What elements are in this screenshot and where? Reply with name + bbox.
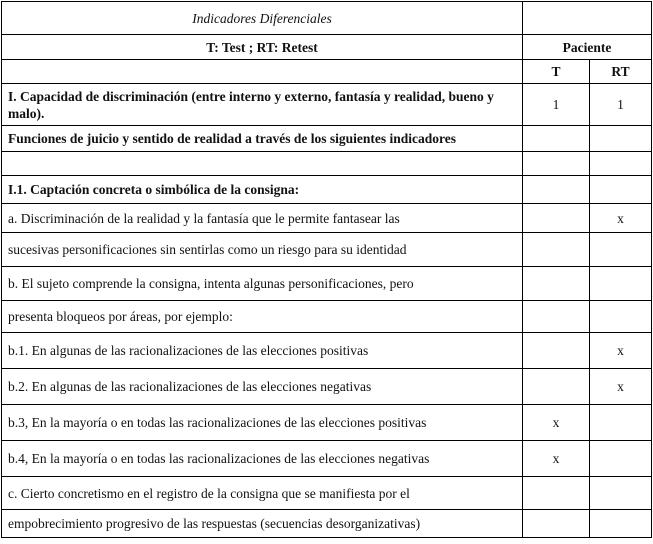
row-rt-value: [590, 510, 652, 538]
row-t-value: x: [523, 405, 590, 441]
row-t-value: [523, 301, 590, 333]
row-t-value: 1: [523, 84, 590, 126]
row-rt-value: [590, 152, 652, 176]
row-t-value: [523, 267, 590, 301]
table-row: [2, 176, 652, 204]
row-rt-value: [590, 233, 652, 267]
row-rt-value: x: [590, 204, 652, 233]
indicators-table: [1, 1, 652, 538]
table-row: [2, 152, 652, 176]
row-text: a. Discriminación de la realidad y la fantasía que le permite fantasear las: [2, 204, 523, 233]
legend-row: [2, 35, 652, 60]
row-rt-value: [590, 267, 652, 301]
table-row: [2, 405, 652, 441]
col-t-header: T: [523, 60, 590, 84]
row-rt-value: [590, 477, 652, 510]
row-rt-value: x: [590, 333, 652, 369]
row-rt-value: [590, 176, 652, 204]
table-row: [2, 301, 652, 333]
row-t-value: [523, 233, 590, 267]
col-rt-header: RT: [590, 60, 652, 84]
row-rt-value: [590, 441, 652, 477]
row-text: b.3, En la mayoría o en todas las racionalizaciones de las elecciones positivas: [2, 405, 523, 441]
row-t-value: x: [523, 441, 590, 477]
row-text: sucesivas personificaciones sin sentirlas como un riesgo para su identidad: [2, 233, 523, 267]
table-title: Indicadores Diferenciales: [2, 2, 523, 35]
row-text: b.1. En algunas de las racionalizaciones de las elecciones positivas: [2, 333, 523, 369]
row-t-value: [523, 477, 590, 510]
row-text: Funciones de juicio y sentido de realidad a través de los siguientes indicadores: [2, 126, 523, 152]
row-text: I. Capacidad de discriminación (entre interno y externo, fantasía y realidad, bueno y malo).: [2, 84, 523, 126]
table-row: [2, 333, 652, 369]
table-row: [2, 84, 652, 126]
row-text: presenta bloqueos por áreas, por ejemplo:: [2, 301, 523, 333]
legend-cell: T: Test ; RT: Retest: [2, 35, 523, 60]
table-row: [2, 477, 652, 510]
row-rt-value: x: [590, 369, 652, 405]
row-t-value: [523, 333, 590, 369]
row-t-value: [523, 369, 590, 405]
row-text: empobrecimiento progresivo de las respuestas (secuencias desorganizativas): [2, 510, 523, 538]
table-row: [2, 267, 652, 301]
row-t-value: [523, 204, 590, 233]
row-text: b.4, En la mayoría o en todas las racionalizaciones de las elecciones negativas: [2, 441, 523, 477]
subheader-empty-cell: [2, 60, 523, 84]
row-text: [2, 152, 523, 176]
row-t-value: [523, 176, 590, 204]
table-row: [2, 441, 652, 477]
title-empty-cell: [523, 2, 652, 35]
row-rt-value: 1: [590, 84, 652, 126]
row-text: c. Cierto concretismo en el registro de la consigna que se manifiesta por el: [2, 477, 523, 510]
row-rt-value: [590, 126, 652, 152]
table-row: [2, 369, 652, 405]
table-row: [2, 510, 652, 538]
row-rt-value: [590, 301, 652, 333]
table-row: [2, 204, 652, 233]
row-text: b. El sujeto comprende la consigna, intenta algunas personificaciones, pero: [2, 267, 523, 301]
row-t-value: [523, 510, 590, 538]
row-t-value: [523, 152, 590, 176]
row-rt-value: [590, 405, 652, 441]
patient-header: Paciente: [523, 35, 652, 60]
table-row: [2, 126, 652, 152]
title-row: [2, 2, 652, 35]
subheader-row: [2, 60, 652, 84]
row-text: I.1. Captación concreta o simbólica de la consigna:: [2, 176, 523, 204]
row-t-value: [523, 126, 590, 152]
table-row: [2, 233, 652, 267]
row-text: b.2. En algunas de las racionalizaciones de las elecciones negativas: [2, 369, 523, 405]
